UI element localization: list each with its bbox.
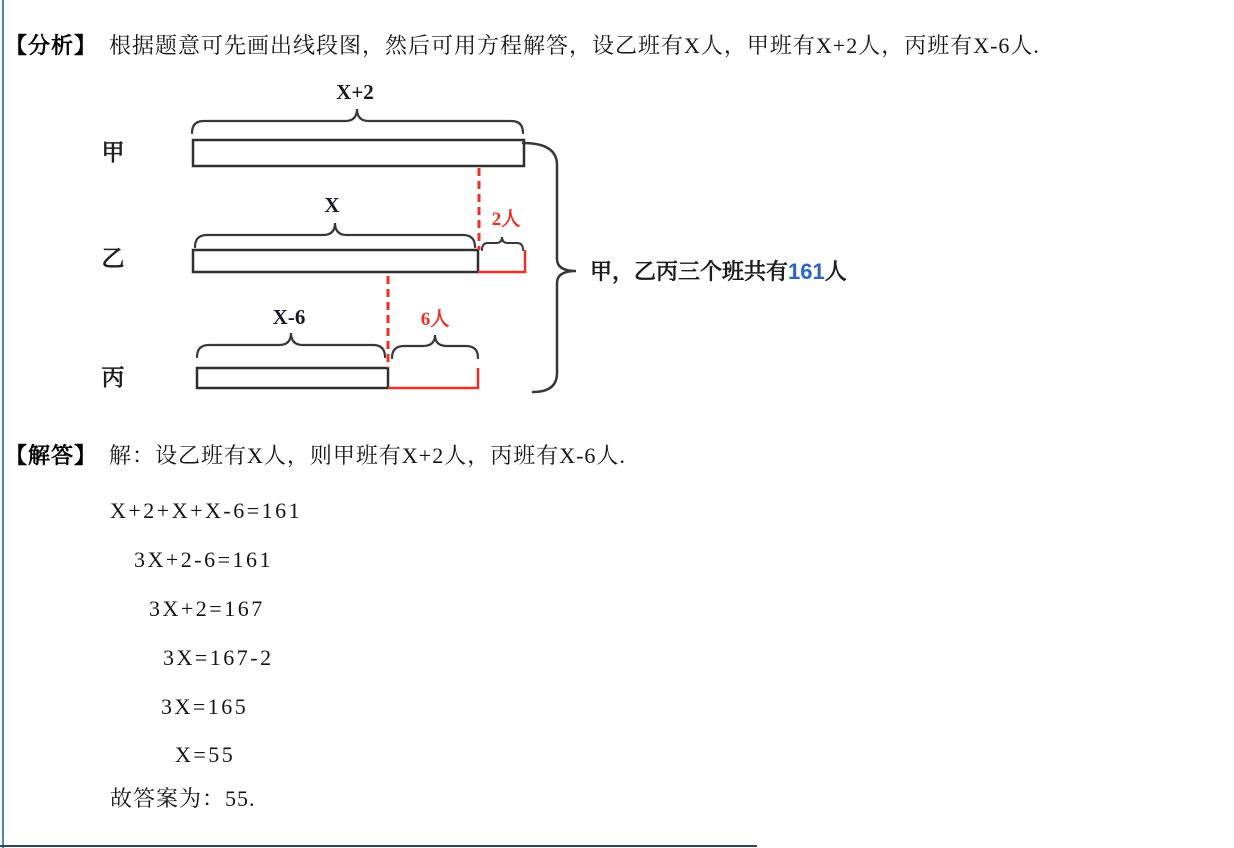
equation-step-2: 3X+2-6=161: [134, 547, 274, 572]
bar-yi-red-extension: [478, 250, 525, 272]
row-label-jia: 甲: [101, 140, 125, 165]
bottom-border-line: [0, 845, 757, 847]
equation-step-3: 3X+2=167: [149, 596, 265, 621]
bar-bing: [197, 368, 388, 388]
equation-step-1: X+2+X+X-6=161: [110, 498, 303, 523]
brace-over-yi-bar: [195, 223, 475, 247]
row-label-bing: 丙: [101, 365, 125, 390]
solution-line: [5, 443, 626, 469]
solution-tag: 【解答】: [5, 443, 98, 468]
total-annotation: [590, 259, 847, 285]
total-annotation-prefix: 甲，乙丙三个班共有: [590, 259, 789, 284]
brace-over-2-people: [482, 237, 523, 250]
total-brace: [523, 143, 576, 392]
brace-over-bing-bar: [197, 333, 385, 357]
segment-label-x-plus-2: X+2: [336, 80, 374, 104]
brace-over-6-people: [392, 335, 478, 358]
bar-yi: [193, 250, 478, 272]
solution-intro: 解：设乙班有X人，则甲班有X+2人，丙班有X-6人.: [109, 443, 626, 468]
segment-label-2-people: 2人: [491, 209, 521, 230]
row-label-yi: 乙: [101, 246, 125, 271]
equation-step-5: 3X=165: [161, 694, 249, 719]
analysis-line: [5, 33, 1040, 59]
equation-step-4: 3X=167-2: [163, 645, 274, 670]
segment-label-x-minus-6: X-6: [272, 305, 306, 329]
total-annotation-value: 161: [788, 259, 825, 284]
brace-over-jia-bar: [192, 109, 523, 133]
conclusion-text: 故答案为：55.: [110, 786, 256, 811]
analysis-tag: 【分析】: [5, 33, 98, 58]
segment-diagram: [88, 73, 908, 408]
equation-step-6: X=55: [175, 742, 236, 767]
left-border-line: [2, 0, 4, 848]
analysis-text: 根据题意可先画出线段图，然后可用方程解答，设乙班有X人，甲班有X+2人，丙班有X-6人.: [109, 33, 1040, 58]
segment-label-x: X: [324, 193, 340, 217]
bar-bing-red-extension: [388, 368, 478, 388]
total-annotation-suffix: 人: [824, 259, 847, 284]
bar-jia: [193, 140, 524, 166]
segment-label-6-people: 6人: [420, 309, 450, 330]
